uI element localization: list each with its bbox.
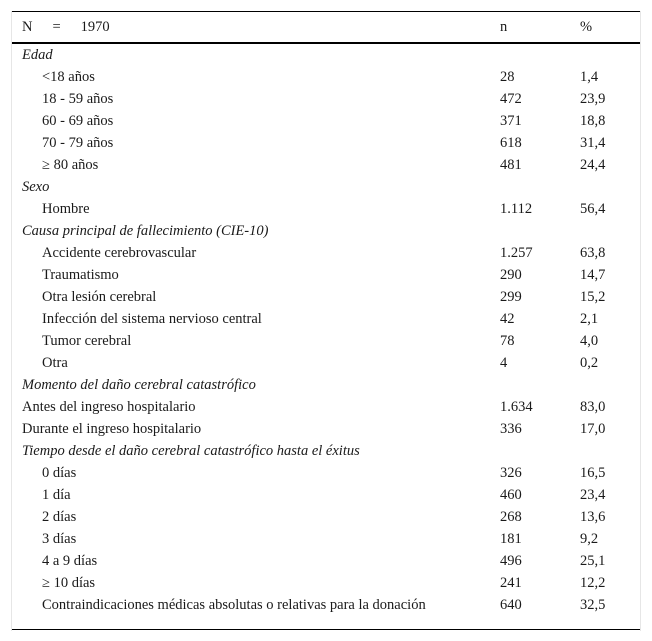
row-label: Antes del ingreso hospitalario	[22, 399, 196, 415]
table-row	[12, 110, 640, 132]
row-pct-value: 15,2	[580, 289, 606, 305]
row-n-value: 481	[500, 157, 522, 173]
table-row	[12, 594, 640, 616]
section-header-row	[12, 176, 640, 198]
row-pct-value: 4,0	[580, 333, 599, 349]
row-label: Accidente cerebrovascular	[42, 245, 197, 261]
table-row	[12, 132, 640, 154]
row-label: ≥ 80 años	[42, 157, 99, 173]
row-n-value: 28	[500, 69, 515, 85]
section-header-row	[12, 220, 640, 242]
row-label: Infección del sistema nervioso central	[42, 311, 262, 327]
row-pct-value: 13,6	[580, 509, 606, 525]
row-pct-value: 24,4	[580, 157, 606, 173]
row-label: 4 a 9 días	[42, 553, 98, 569]
row-n-value: 618	[500, 135, 522, 151]
row-label: Otra lesión cerebral	[42, 289, 157, 305]
data-table	[11, 11, 641, 631]
table-row	[12, 572, 640, 594]
row-label: Contraindicaciones médicas absolutas o relativas para la donación	[42, 597, 426, 613]
row-n-value: 1.112	[500, 201, 533, 217]
row-pct-value: 16,5	[580, 465, 606, 481]
row-n-value: 241	[500, 575, 522, 591]
row-n-value: 336	[500, 421, 522, 437]
table-row	[12, 484, 640, 506]
row-pct-value: 31,4	[580, 135, 606, 151]
table-row	[12, 462, 640, 484]
table-row	[12, 528, 640, 550]
header-total-cell	[22, 16, 110, 38]
row-n-value: 4	[500, 355, 508, 371]
row-pct-value: 63,8	[580, 245, 606, 261]
row-pct-value: 83,0	[580, 399, 606, 415]
row-pct-value: 14,7	[580, 267, 606, 283]
row-label: Otra	[42, 355, 68, 371]
table-row	[12, 264, 640, 286]
header-pct: %	[580, 19, 593, 35]
table-row	[12, 396, 640, 418]
row-pct-value: 32,5	[580, 597, 606, 613]
section-header-row	[12, 44, 640, 66]
section-label: Edad	[22, 47, 53, 63]
row-label: Traumatismo	[42, 267, 119, 283]
table-row	[12, 242, 640, 264]
row-pct-value: 1,4	[580, 69, 599, 85]
table-row	[12, 198, 640, 220]
row-n-value: 78	[500, 333, 515, 349]
table-row	[12, 66, 640, 88]
row-pct-value: 0,2	[580, 355, 599, 371]
header-n: n	[500, 19, 508, 35]
table-row	[12, 418, 640, 440]
table-row	[12, 352, 640, 374]
row-pct-value: 56,4	[580, 201, 606, 217]
section-label: Tiempo desde el daño cerebral catastrófico hasta el éxitus	[22, 443, 360, 459]
section-header-row	[12, 440, 640, 462]
row-pct-value: 12,2	[580, 575, 606, 591]
row-n-value: 640	[500, 597, 522, 613]
row-n-value: 1.634	[500, 399, 533, 415]
row-label: 0 días	[42, 465, 77, 481]
row-label: 3 días	[42, 531, 77, 547]
row-label: 60 - 69 años	[42, 113, 114, 129]
row-n-value: 460	[500, 487, 522, 503]
table-header-row	[12, 16, 640, 38]
header-equals: =	[52, 19, 61, 35]
row-n-value: 1.257	[500, 245, 533, 261]
table-row	[12, 286, 640, 308]
row-label: Hombre	[42, 201, 90, 217]
row-label: 70 - 79 años	[42, 135, 114, 151]
section-header-row	[12, 374, 640, 396]
table-row	[12, 88, 640, 110]
row-label: 18 - 59 años	[42, 91, 114, 107]
row-label: Durante el ingreso hospitalario	[22, 421, 202, 437]
row-n-value: 268	[500, 509, 522, 525]
row-pct-value: 23,4	[580, 487, 606, 503]
table-top-rule	[12, 11, 640, 12]
row-label: <18 años	[42, 69, 95, 85]
row-n-value: 496	[500, 553, 522, 569]
row-pct-value: 2,1	[580, 311, 599, 327]
table-row	[12, 308, 640, 330]
row-n-value: 472	[500, 91, 522, 107]
row-pct-value: 18,8	[580, 113, 606, 129]
row-n-value: 181	[500, 531, 522, 547]
section-label: Causa principal de fallecimiento (CIE-10)	[22, 223, 269, 239]
row-n-value: 290	[500, 267, 522, 283]
row-n-value: 42	[500, 311, 515, 327]
row-n-value: 326	[500, 465, 522, 481]
table-row	[12, 506, 640, 528]
row-label: 2 días	[42, 509, 77, 525]
row-pct-value: 17,0	[580, 421, 606, 437]
header-n-label: N	[22, 19, 33, 35]
row-label: ≥ 10 días	[42, 575, 96, 591]
section-label: Sexo	[22, 179, 50, 195]
table-row	[12, 550, 640, 572]
row-n-value: 299	[500, 289, 522, 305]
row-n-value: 371	[500, 113, 522, 129]
header-total: 1970	[80, 19, 110, 35]
table-row	[12, 154, 640, 176]
table-row	[12, 330, 640, 352]
row-pct-value: 23,9	[580, 91, 606, 107]
row-pct-value: 25,1	[580, 553, 606, 569]
row-pct-value: 9,2	[580, 531, 599, 547]
row-label: Tumor cerebral	[42, 333, 132, 349]
table-bottom-rule	[12, 629, 640, 630]
row-label: 1 día	[42, 487, 71, 503]
section-label: Momento del daño cerebral catastrófico	[22, 377, 256, 393]
